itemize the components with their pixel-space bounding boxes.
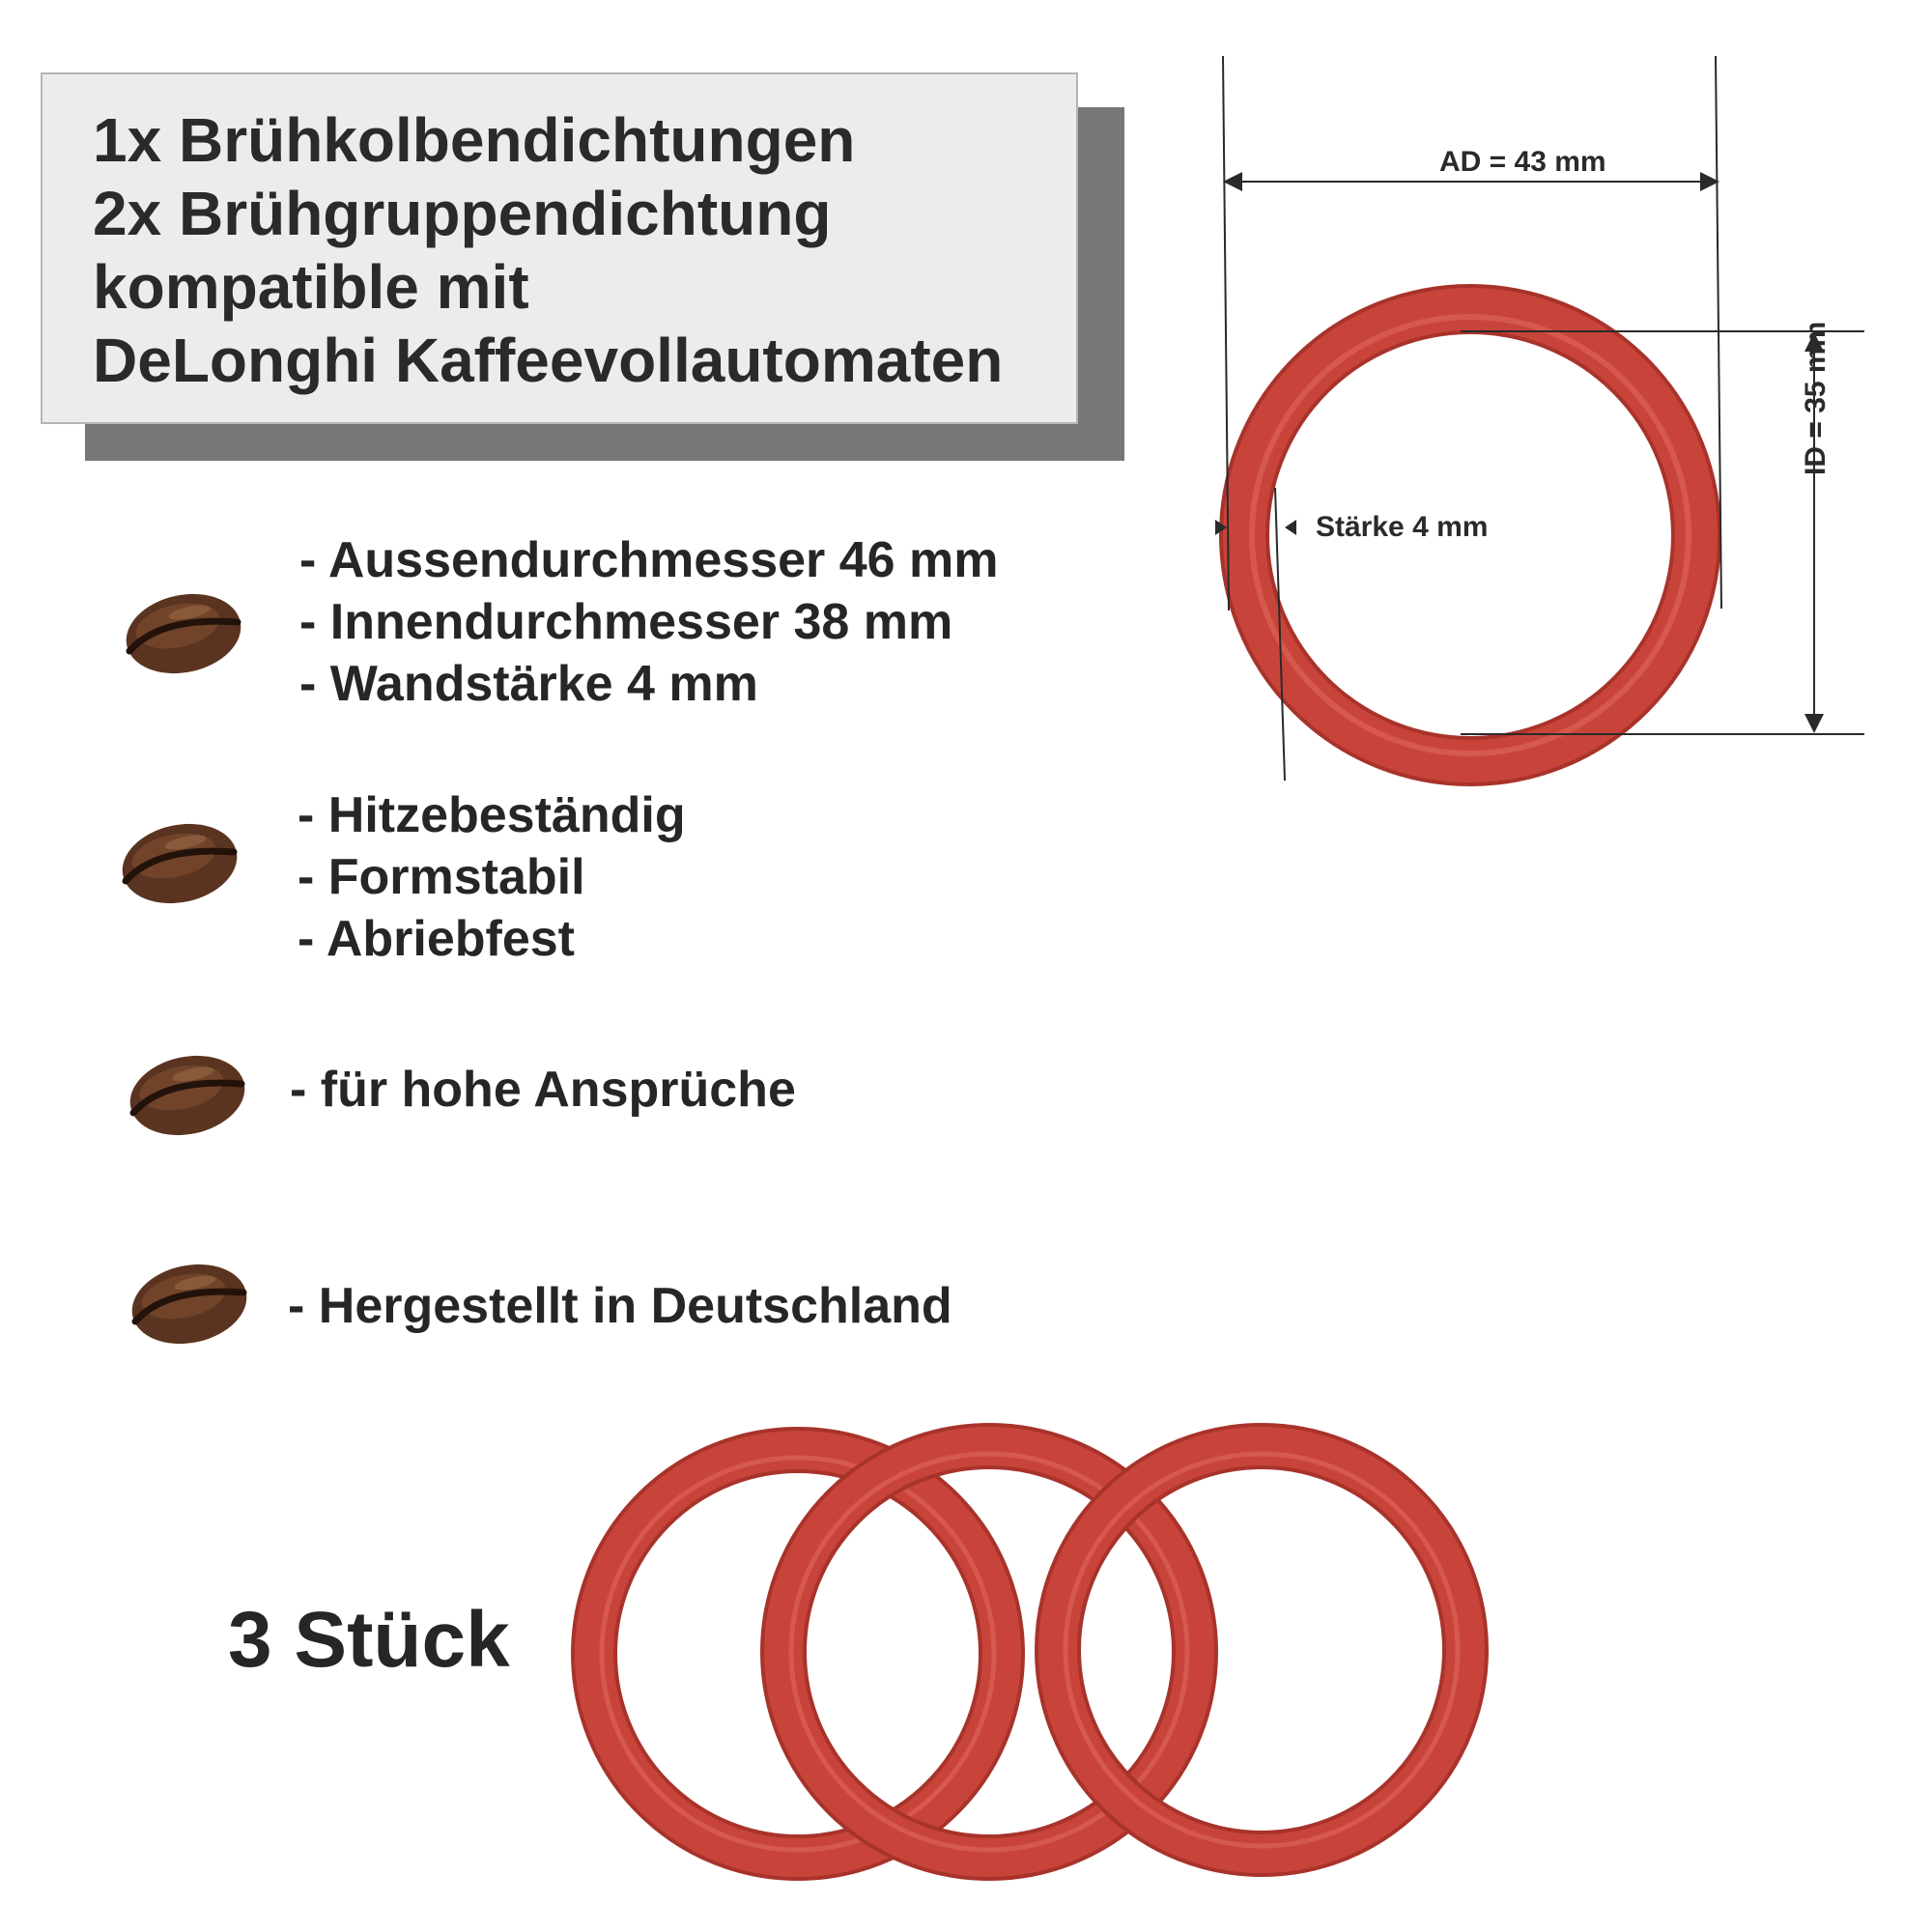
feature-high-demands: - für hohe Ansprüche xyxy=(290,1062,796,1118)
feature-made-in-germany: - Hergestellt in Deutschland xyxy=(288,1278,952,1334)
feature-wall-thickness: - Wandstärke 4 mm xyxy=(299,656,758,712)
title-line-1: 1x Brühkolbendichtungen xyxy=(93,105,856,175)
quantity-label: 3 Stück xyxy=(228,1596,510,1684)
inner-diameter-label: ID = 35 mm xyxy=(1800,321,1832,475)
thickness-arrow-right xyxy=(1285,520,1296,535)
feature-dimensionally-stable: - Formstabil xyxy=(298,849,585,905)
title-line-2: 2x Brühgruppendichtung xyxy=(93,179,832,248)
outer-diameter-label: AD = 43 mm xyxy=(1439,146,1606,178)
feature-inner-diameter: - Innendurchmesser 38 mm xyxy=(299,594,953,650)
thickness-label: Stärke 4 mm xyxy=(1316,511,1489,543)
title-line-4: DeLonghi Kaffeevollautomaten xyxy=(93,326,1004,395)
feature-heat-resistant: - Hitzebeständig xyxy=(298,787,686,843)
seal-ring-3 xyxy=(1058,1446,1465,1854)
title-line-3: kompatible mit xyxy=(93,252,529,322)
feature-outer-diameter: - Aussendurchmesser 46 mm xyxy=(299,532,999,588)
feature-abrasion-resistant: - Abriebfest xyxy=(298,911,575,967)
